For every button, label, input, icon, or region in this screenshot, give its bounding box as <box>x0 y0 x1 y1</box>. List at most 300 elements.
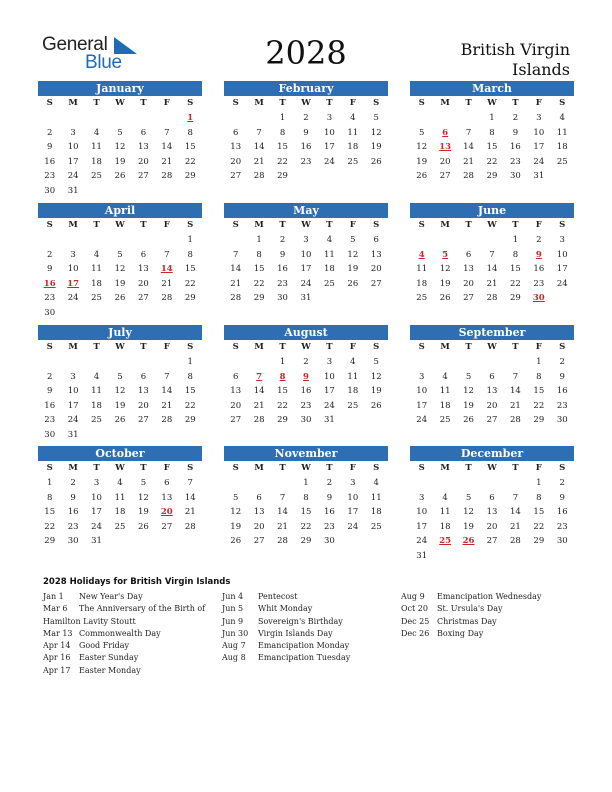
weekday-label: F <box>163 220 170 230</box>
calendar-day: 26 <box>463 415 474 425</box>
weekday-label: W <box>301 98 311 108</box>
month-grid <box>224 340 388 428</box>
month-title: November <box>224 446 388 461</box>
calendar-day: 3 <box>303 235 309 245</box>
weekday-label: F <box>163 463 170 473</box>
month-title: March <box>410 81 574 96</box>
calendar-day: 23 <box>277 278 288 289</box>
calendar-day: 1 <box>512 235 519 245</box>
calendar-day: 23 <box>44 171 56 181</box>
calendar-day: 28 <box>184 521 196 532</box>
calendar-day: 14 <box>253 386 265 396</box>
weekday-label: T <box>279 220 286 230</box>
weekday-label: S <box>418 220 425 230</box>
calendar-day: 15 <box>533 507 545 517</box>
holiday-name: St. Ursula's Day <box>437 604 503 614</box>
calendar-day: 6 <box>140 249 147 260</box>
calendar-year: 2028 <box>265 34 347 72</box>
calendar-day: 5 <box>373 113 379 123</box>
calendar-day: 19 <box>463 400 474 411</box>
holiday-row <box>43 603 205 615</box>
calendar-day: 16 <box>556 386 568 396</box>
calendar-day: 31 <box>67 185 79 196</box>
calendar-day: 2 <box>47 127 53 138</box>
month-february <box>224 81 388 184</box>
calendar-day: 29 <box>277 171 288 181</box>
weekday-label: W <box>301 463 311 473</box>
calendar-day: 22 <box>509 278 521 289</box>
calendar-day: 3 <box>536 113 542 123</box>
calendar-day: 15 <box>277 386 288 396</box>
calendar-day: 8 <box>512 249 519 260</box>
calendar-day: 6 <box>164 478 170 488</box>
calendar-day: 7 <box>512 371 519 382</box>
weekday-label: F <box>349 98 356 108</box>
calendar-day: 14 <box>184 492 196 503</box>
holiday-name: Whit Monday <box>258 604 313 614</box>
calendar-day: 29 <box>509 293 521 303</box>
month-grid <box>38 461 202 549</box>
calendar-day: 18 <box>556 142 568 152</box>
calendar-day: 22 <box>184 278 196 289</box>
holiday-day: 4 <box>418 249 425 260</box>
calendar-day: 9 <box>47 264 53 274</box>
month-april <box>38 203 202 320</box>
weekday-label: W <box>487 463 497 473</box>
calendar-day: 31 <box>67 429 79 440</box>
empty-day <box>410 355 433 370</box>
empty-day <box>410 111 433 126</box>
month-title: May <box>224 203 388 218</box>
weekday-label: T <box>279 463 286 473</box>
calendar-day: 28 <box>277 536 288 546</box>
month-may <box>224 203 388 306</box>
calendar-day: 29 <box>253 293 265 303</box>
weekday-label: T <box>326 98 333 108</box>
country-line-1: British Virgin <box>460 40 570 59</box>
calendar-day: 22 <box>300 521 312 532</box>
weekday-label: T <box>465 463 472 473</box>
calendar-day: 25 <box>347 400 359 411</box>
calendar-day: 12 <box>463 507 474 517</box>
calendar-day: 16 <box>44 156 56 167</box>
calendar-day: 22 <box>533 400 545 411</box>
calendar-day: 13 <box>486 386 498 396</box>
empty-day <box>480 476 503 491</box>
calendar-day: 17 <box>323 386 335 396</box>
month-grid <box>38 218 202 320</box>
calendar-day: 1 <box>536 478 542 488</box>
calendar-day: 14 <box>161 386 173 396</box>
calendar-day: 5 <box>465 492 472 503</box>
calendar-day: 2 <box>303 357 309 367</box>
calendar-day: 10 <box>533 127 545 138</box>
calendar-day: 25 <box>91 171 102 181</box>
empty-day <box>457 476 480 491</box>
holiday-date: Jun 5 <box>222 604 244 614</box>
empty-day <box>410 476 433 491</box>
holiday-row <box>222 603 350 615</box>
calendar-day: 9 <box>47 386 53 396</box>
calendar-day: 31 <box>91 536 102 546</box>
calendar-day: 21 <box>277 521 288 532</box>
calendar-day: 21 <box>509 521 521 532</box>
empty-day <box>480 233 503 248</box>
calendar-day: 28 <box>509 415 521 425</box>
calendar-day: 17 <box>67 400 79 411</box>
calendar-day: 24 <box>323 156 335 167</box>
calendar-day: 31 <box>323 415 335 425</box>
calendar-day: 11 <box>439 507 451 517</box>
calendar-day: 17 <box>323 142 335 152</box>
holiday-day: 1 <box>187 113 194 123</box>
month-title: February <box>224 81 388 96</box>
holiday-day: 20 <box>160 507 173 517</box>
calendar-day: 13 <box>370 249 382 260</box>
calendar-day: 4 <box>442 371 448 382</box>
calendar-day: 2 <box>70 478 76 488</box>
calendar-day: 24 <box>91 521 102 532</box>
calendar-day: 2 <box>536 235 542 245</box>
calendar-day: 6 <box>140 371 147 382</box>
month-grid <box>38 96 202 198</box>
calendar-day: 21 <box>161 156 173 167</box>
calendar-day: 21 <box>486 278 498 289</box>
weekday-label: M <box>68 342 78 352</box>
weekday-label: S <box>559 342 566 352</box>
calendar-day: 10 <box>416 386 428 396</box>
calendar-day: 21 <box>161 400 173 411</box>
calendar-day: 24 <box>67 415 79 425</box>
calendar-day: 27 <box>230 415 242 425</box>
calendar-day: 29 <box>486 171 498 181</box>
calendar-day: 4 <box>373 478 379 488</box>
weekday-label: M <box>68 98 78 108</box>
holiday-column <box>401 591 541 640</box>
holiday-date: Aug 8 <box>222 653 246 663</box>
weekday-label: T <box>93 220 100 230</box>
weekday-label: S <box>373 342 380 352</box>
month-grid <box>410 218 574 306</box>
month-grid <box>224 218 388 306</box>
calendar-day: 20 <box>486 521 498 532</box>
empty-day <box>85 355 108 370</box>
weekday-label: M <box>440 342 450 352</box>
calendar-day: 14 <box>161 142 173 152</box>
calendar-day: 3 <box>419 492 425 503</box>
weekday-label: M <box>440 98 450 108</box>
holiday-name: Commonwealth Day <box>79 628 161 638</box>
calendar-day: 17 <box>416 521 428 532</box>
holiday-name: Virgin Islands Day <box>258 628 333 638</box>
calendar-day: 28 <box>486 293 498 303</box>
holiday-name: Boxing Day <box>437 628 484 638</box>
empty-day <box>247 476 270 491</box>
calendar-day: 7 <box>233 249 239 260</box>
calendar-day: 11 <box>323 249 335 260</box>
holiday-day: 13 <box>439 142 452 152</box>
holiday-name: Good Friday <box>79 641 130 651</box>
calendar-day: 10 <box>67 386 79 396</box>
calendar-day: 18 <box>439 400 451 411</box>
calendar-day: 1 <box>256 235 262 245</box>
calendar-day: 1 <box>489 113 495 123</box>
empty-day <box>433 355 456 370</box>
calendar-day: 17 <box>556 264 568 274</box>
calendar-day: 6 <box>489 492 495 503</box>
calendar-day: 28 <box>161 171 173 181</box>
calendar-day: 27 <box>486 415 498 425</box>
calendar-day: 21 <box>184 507 196 517</box>
month-grid <box>410 340 574 428</box>
calendar-day: 3 <box>70 371 76 382</box>
brand-logo <box>42 34 152 74</box>
calendar-day: 30 <box>44 307 56 318</box>
calendar-day: 24 <box>416 536 428 546</box>
calendar-day: 22 <box>44 521 56 532</box>
calendar-day: 30 <box>44 429 56 440</box>
month-grid <box>38 340 202 442</box>
calendar-day: 21 <box>230 278 242 289</box>
calendar-day: 29 <box>184 293 196 303</box>
calendar-day: 20 <box>230 156 242 167</box>
weekday-label: T <box>512 463 519 473</box>
weekday-label: S <box>232 463 239 473</box>
weekday-label: T <box>326 220 333 230</box>
calendar-day: 28 <box>161 293 173 303</box>
month-november <box>224 446 388 549</box>
month-grid <box>410 461 574 563</box>
holiday-day: 8 <box>279 371 286 382</box>
holiday-day: 17 <box>67 278 80 289</box>
calendar-day: 1 <box>47 478 53 488</box>
calendar-day: 18 <box>347 386 359 396</box>
empty-day <box>85 233 108 248</box>
weekday-label: W <box>115 463 125 473</box>
calendar-day: 3 <box>70 249 76 260</box>
month-july <box>38 325 202 442</box>
empty-day <box>61 111 84 126</box>
calendar-day: 16 <box>300 142 312 152</box>
calendar-day: 22 <box>533 521 545 532</box>
calendar-day: 19 <box>370 142 382 152</box>
holiday-row <box>401 628 541 640</box>
calendar-day: 30 <box>44 185 56 196</box>
weekday-label: M <box>440 463 450 473</box>
weekday-label: S <box>187 98 194 108</box>
holiday-day: 26 <box>462 536 475 546</box>
empty-day <box>108 233 131 248</box>
holiday-date: Apr 16 <box>43 653 71 663</box>
calendar-day: 25 <box>114 521 126 532</box>
calendar-day: 3 <box>559 235 565 245</box>
holiday-row <box>222 628 350 640</box>
calendar-day: 10 <box>556 249 568 260</box>
calendar-day: 17 <box>533 142 545 152</box>
calendar-day: 5 <box>117 371 123 382</box>
calendar-day: 31 <box>416 550 428 561</box>
logo-word-blue: Blue <box>85 52 122 73</box>
calendar-day: 16 <box>44 400 56 411</box>
calendar-day: 19 <box>114 278 126 289</box>
calendar-day: 5 <box>117 249 123 260</box>
calendar-day: 9 <box>303 127 309 138</box>
calendar-day: 1 <box>187 357 193 367</box>
calendar-day: 19 <box>439 278 451 289</box>
calendar-day: 29 <box>533 536 545 546</box>
month-title: July <box>38 325 202 340</box>
calendar-day: 15 <box>184 142 196 152</box>
holiday-row <box>222 591 350 603</box>
empty-day <box>108 355 131 370</box>
calendar-day: 26 <box>347 278 359 289</box>
holiday-day: 25 <box>439 536 452 546</box>
weekday-label: M <box>254 220 264 230</box>
calendar-day: 7 <box>489 249 495 260</box>
month-december <box>410 446 574 563</box>
calendar-day: 15 <box>277 142 288 152</box>
calendar-day: 21 <box>509 400 521 411</box>
month-august <box>224 325 388 428</box>
calendar-day: 9 <box>559 492 565 503</box>
calendar-day: 28 <box>230 293 242 303</box>
calendar-day: 26 <box>114 415 126 425</box>
weekday-label: S <box>418 463 425 473</box>
calendar-day: 23 <box>509 156 521 167</box>
calendar-day: 4 <box>93 127 100 138</box>
weekday-label: S <box>187 220 194 230</box>
calendar-day: 6 <box>233 371 239 382</box>
weekday-label: S <box>373 220 380 230</box>
calendar-day: 27 <box>137 171 149 181</box>
weekday-label: M <box>68 220 78 230</box>
calendar-day: 19 <box>230 521 242 532</box>
calendar-day: 17 <box>67 156 79 167</box>
calendar-day: 1 <box>279 113 286 123</box>
calendar-day: 16 <box>533 264 545 274</box>
calendar-day: 10 <box>416 507 428 517</box>
calendar-day: 15 <box>300 507 312 517</box>
calendar-day: 4 <box>117 478 123 488</box>
calendar-day: 10 <box>300 249 312 260</box>
weekday-label: T <box>465 220 472 230</box>
weekday-label: T <box>512 220 519 230</box>
weekday-label: S <box>373 98 380 108</box>
holiday-date: Jun 4 <box>222 592 244 601</box>
calendar-day: 25 <box>91 293 102 303</box>
calendar-day: 19 <box>416 156 428 167</box>
calendar-day: 11 <box>91 386 102 396</box>
calendar-day: 23 <box>67 521 79 532</box>
holiday-day: 9 <box>535 249 542 260</box>
weekday-label: T <box>140 98 147 108</box>
calendar-day: 5 <box>117 127 123 138</box>
holiday-date: Jan 1 <box>43 592 64 601</box>
calendar-day: 16 <box>67 507 79 517</box>
empty-day <box>247 355 270 370</box>
weekday-label: S <box>232 342 239 352</box>
holiday-row <box>222 616 350 628</box>
weekday-label: M <box>254 98 264 108</box>
holiday-name: Emancipation Wednesday <box>437 592 542 601</box>
calendar-day: 4 <box>350 113 356 123</box>
empty-day <box>504 476 527 491</box>
calendar-day: 25 <box>416 293 428 303</box>
calendar-day: 8 <box>303 492 309 503</box>
calendar-day: 20 <box>370 264 382 274</box>
month-september <box>410 325 574 428</box>
month-grid <box>224 461 388 549</box>
calendar-day: 20 <box>137 278 149 289</box>
weekday-label: T <box>279 342 286 352</box>
calendar-day: 2 <box>512 113 519 123</box>
calendar-day: 19 <box>114 400 126 411</box>
calendar-day: 26 <box>230 536 242 546</box>
calendar-day: 25 <box>439 415 451 425</box>
calendar-day: 14 <box>277 507 288 517</box>
calendar-day: 30 <box>300 415 312 425</box>
calendar-day: 12 <box>114 264 126 274</box>
holiday-name: The Anniversary of the Birth of <box>79 604 206 614</box>
calendar-day: 26 <box>114 171 126 181</box>
calendar-day: 6 <box>256 492 262 503</box>
month-title: June <box>410 203 574 218</box>
weekday-label: T <box>140 342 147 352</box>
holiday-name: New Year's Day <box>79 592 143 601</box>
calendar-day: 8 <box>187 127 193 138</box>
empty-day <box>224 233 247 248</box>
calendar-day: 5 <box>373 357 379 367</box>
calendar-day: 14 <box>509 386 521 396</box>
calendar-day: 24 <box>533 156 545 167</box>
calendar-day: 8 <box>536 492 542 503</box>
calendar-day: 12 <box>114 386 126 396</box>
calendar-day: 15 <box>533 386 545 396</box>
weekday-label: S <box>46 220 53 230</box>
holiday-row <box>43 628 205 640</box>
weekday-label: T <box>93 463 100 473</box>
holiday-name: Hamilton Lavity Stoutt <box>43 616 136 626</box>
calendar-day: 5 <box>140 478 147 488</box>
calendar-day: 14 <box>486 264 498 274</box>
calendar-day: 6 <box>465 249 472 260</box>
calendar-day: 3 <box>93 478 100 488</box>
country-name <box>410 40 570 80</box>
calendar-day: 20 <box>463 278 474 289</box>
calendar-day: 25 <box>556 156 568 167</box>
calendar-day: 27 <box>370 278 382 289</box>
calendar-day: 29 <box>184 171 196 181</box>
calendar-day: 21 <box>253 400 265 411</box>
calendar-day: 19 <box>347 264 359 274</box>
calendar-day: 6 <box>233 127 239 138</box>
calendar-day: 7 <box>465 127 472 138</box>
calendar-day: 25 <box>323 278 335 289</box>
calendar-day: 23 <box>556 400 568 411</box>
empty-day <box>410 233 433 248</box>
calendar-day: 23 <box>533 278 545 289</box>
weekday-label: S <box>187 342 194 352</box>
calendar-day: 3 <box>419 371 425 382</box>
calendar-day: 18 <box>347 142 359 152</box>
calendar-day: 12 <box>114 142 126 152</box>
weekday-label: F <box>535 342 542 352</box>
calendar-day: 8 <box>536 371 542 382</box>
weekday-label: M <box>254 463 264 473</box>
empty-day <box>480 355 503 370</box>
month-january <box>38 81 202 198</box>
country-line-2: Islands <box>512 60 570 79</box>
